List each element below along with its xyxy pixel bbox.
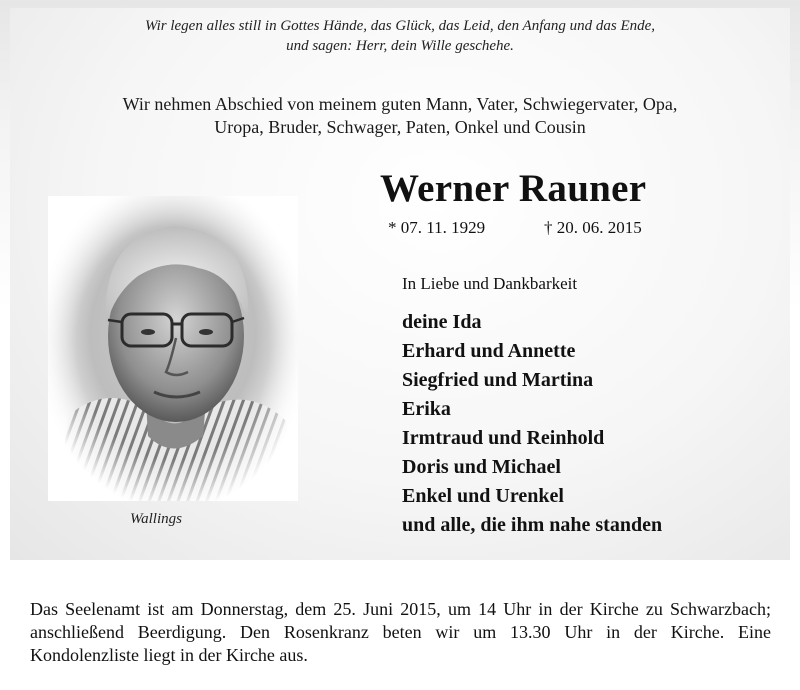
birth-date: * 07. 11. 1929 bbox=[388, 218, 486, 237]
list-item: Siegfried und Martina bbox=[402, 369, 594, 391]
intro-line-2: Uropa, Bruder, Schwager, Paten, Onkel und Cousin bbox=[214, 117, 586, 137]
list-item: Irmtraud und Reinhold bbox=[402, 427, 605, 449]
list-item: Erhard und Annette bbox=[402, 340, 576, 362]
deceased-name: Werner Rauner bbox=[380, 167, 647, 210]
intro-line-1: Wir nehmen Abschied von meinem guten Mann, Vater, Schwiegervater, Opa, bbox=[122, 94, 678, 114]
funeral-notice: Das Seelenamt ist am Donnerstag, dem 25. Juni 2015, um 14 Uhr in der Kirche zu Schwarzbach; anschließend Beerdigung. Den Rosenkranz beten wir um 13.30 Uhr in der Kirche. Eine Kondolenzliste liegt in der Kirche aus. bbox=[30, 599, 771, 665]
mourners-list bbox=[402, 308, 662, 540]
list-item: Enkel und Urenkel bbox=[402, 485, 564, 507]
mourners-intro: In Liebe und Dankbarkeit bbox=[402, 274, 578, 293]
farewell-intro bbox=[0, 93, 800, 139]
quote-line-2: und sagen: Herr, dein Wille geschehe. bbox=[286, 38, 514, 54]
photo-caption: Wallings bbox=[130, 511, 182, 527]
list-item: und alle, die ihm nahe standen bbox=[402, 514, 663, 536]
quote-line-1: Wir legen alles still in Gottes Hände, das Glück, das Leid, den Anfang und das Ende, bbox=[144, 18, 656, 34]
bible-quote bbox=[0, 16, 800, 56]
list-item: Erika bbox=[402, 398, 451, 420]
death-date: † 20. 06. 2015 bbox=[544, 218, 642, 237]
list-item: Doris und Michael bbox=[402, 456, 561, 478]
portrait-photo bbox=[48, 196, 298, 501]
list-item: deine Ida bbox=[402, 311, 482, 333]
